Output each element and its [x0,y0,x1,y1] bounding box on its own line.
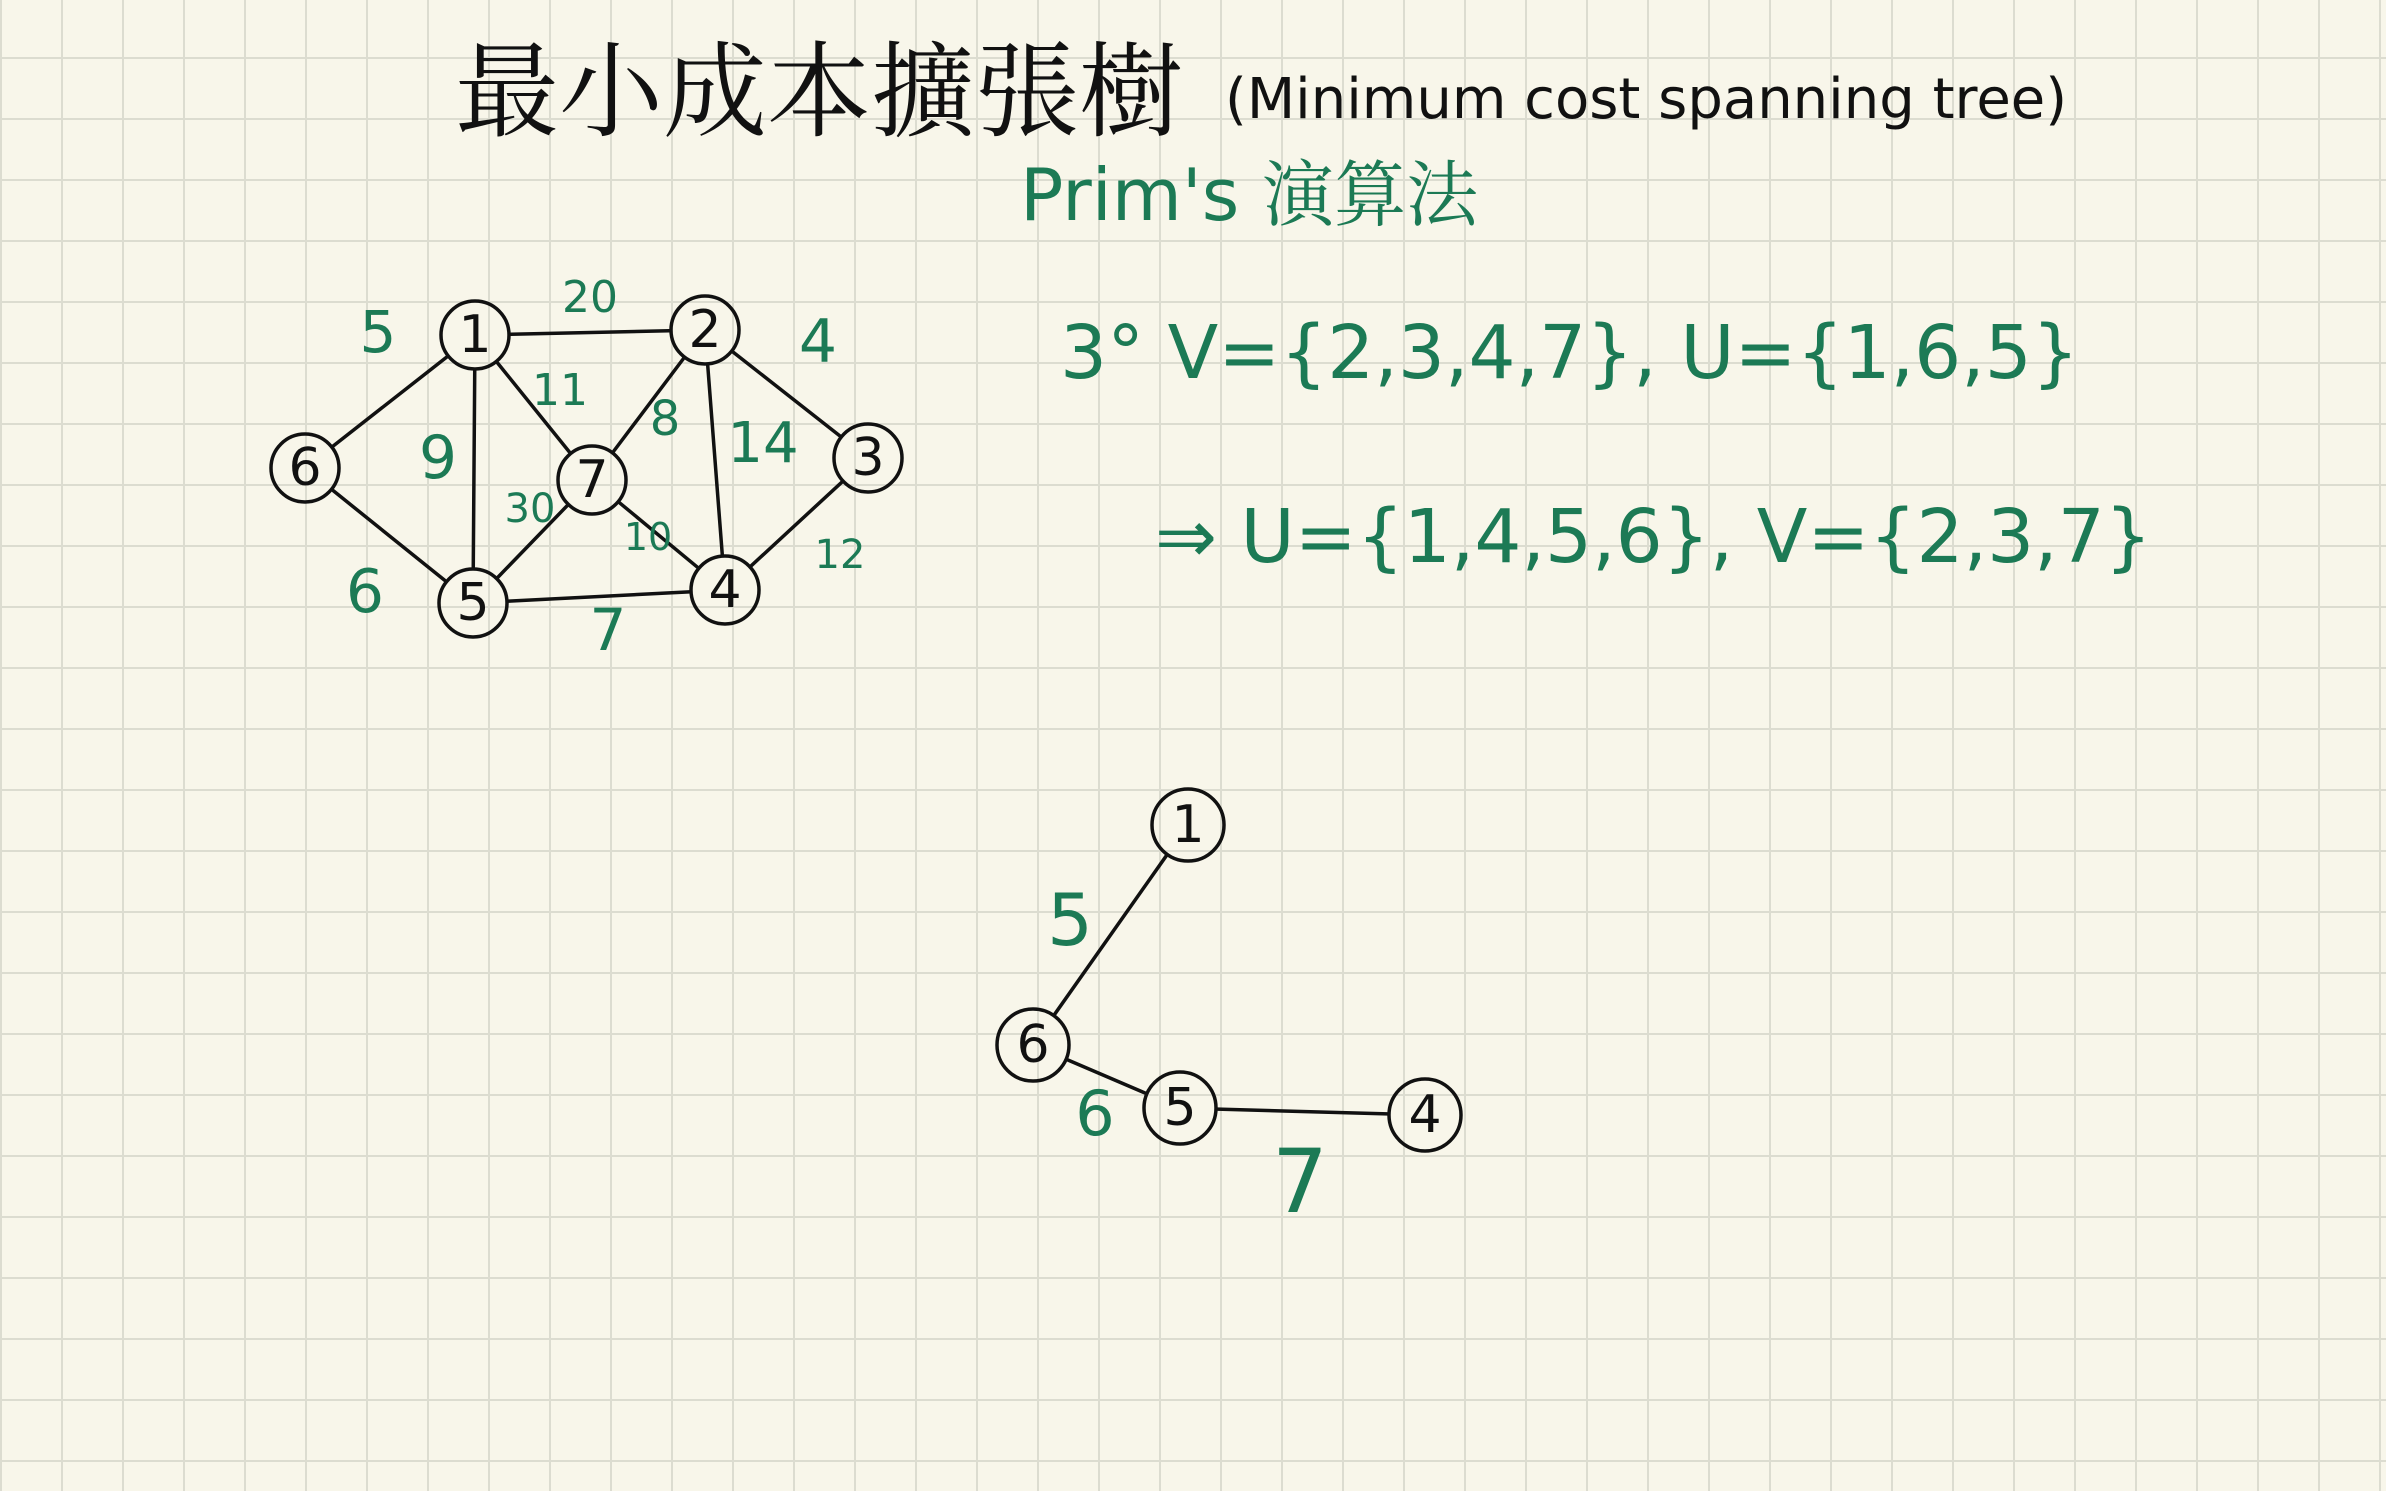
tree-weight-1-6: 5 [1047,878,1093,962]
graph-weight-2-4: 14 [727,411,799,476]
graph-weight-1-7: 11 [532,365,588,416]
graph-weight-2-3: 4 [798,307,838,377]
graph-weight-1-5: 9 [418,423,458,493]
tree-edge-5-4 [1218,1109,1387,1114]
step-line-1: 3° V={2,3,4,7}, U={1,6,5} [1060,310,2079,396]
graph-weight-5-4: 7 [589,596,627,664]
title-chinese: 最小成本擴張樹 [455,31,1184,153]
graph-weight-6-5: 6 [345,557,385,627]
graph-node-label-1: 1 [458,305,492,365]
graph-weight-7-5: 30 [504,486,556,532]
tree-weight-5-4: 7 [1272,1130,1328,1233]
step-line-2: ⇒ U={1,4,5,6}, V={2,3,7} [1155,494,2152,580]
graph-edge-1-2 [511,331,669,334]
graph-weight-2-7: 8 [649,391,681,447]
tree-node-label-5: 5 [1163,1078,1197,1138]
full-graph [271,272,902,664]
graph-edge-2-4 [708,366,722,554]
graph-node-label-7: 7 [575,450,609,510]
spanning-tree [997,789,1461,1233]
title-english: (Minimum cost spanning tree) [1225,67,2068,132]
graph-weight-7-4: 10 [623,515,673,559]
tree-node-label-6: 6 [1016,1015,1050,1075]
graph-weight-3-4: 12 [814,532,866,578]
tree-weight-6-5: 6 [1075,1077,1115,1150]
graph-node-label-5: 5 [456,573,490,633]
graph-node-label-2: 2 [688,300,722,360]
graph-weight-1-6: 5 [359,298,397,366]
graph-weight-1-2: 20 [562,272,618,323]
graph-node-label-6: 6 [288,438,322,498]
tree-node-label-1: 1 [1171,795,1205,855]
graph-node-label-3: 3 [851,428,885,488]
tree-node-label-4: 4 [1408,1085,1442,1145]
graph-node-label-4: 4 [708,560,742,620]
graph-edge-1-5 [473,371,474,567]
subtitle: Prim's 演算法 [1020,153,1479,237]
